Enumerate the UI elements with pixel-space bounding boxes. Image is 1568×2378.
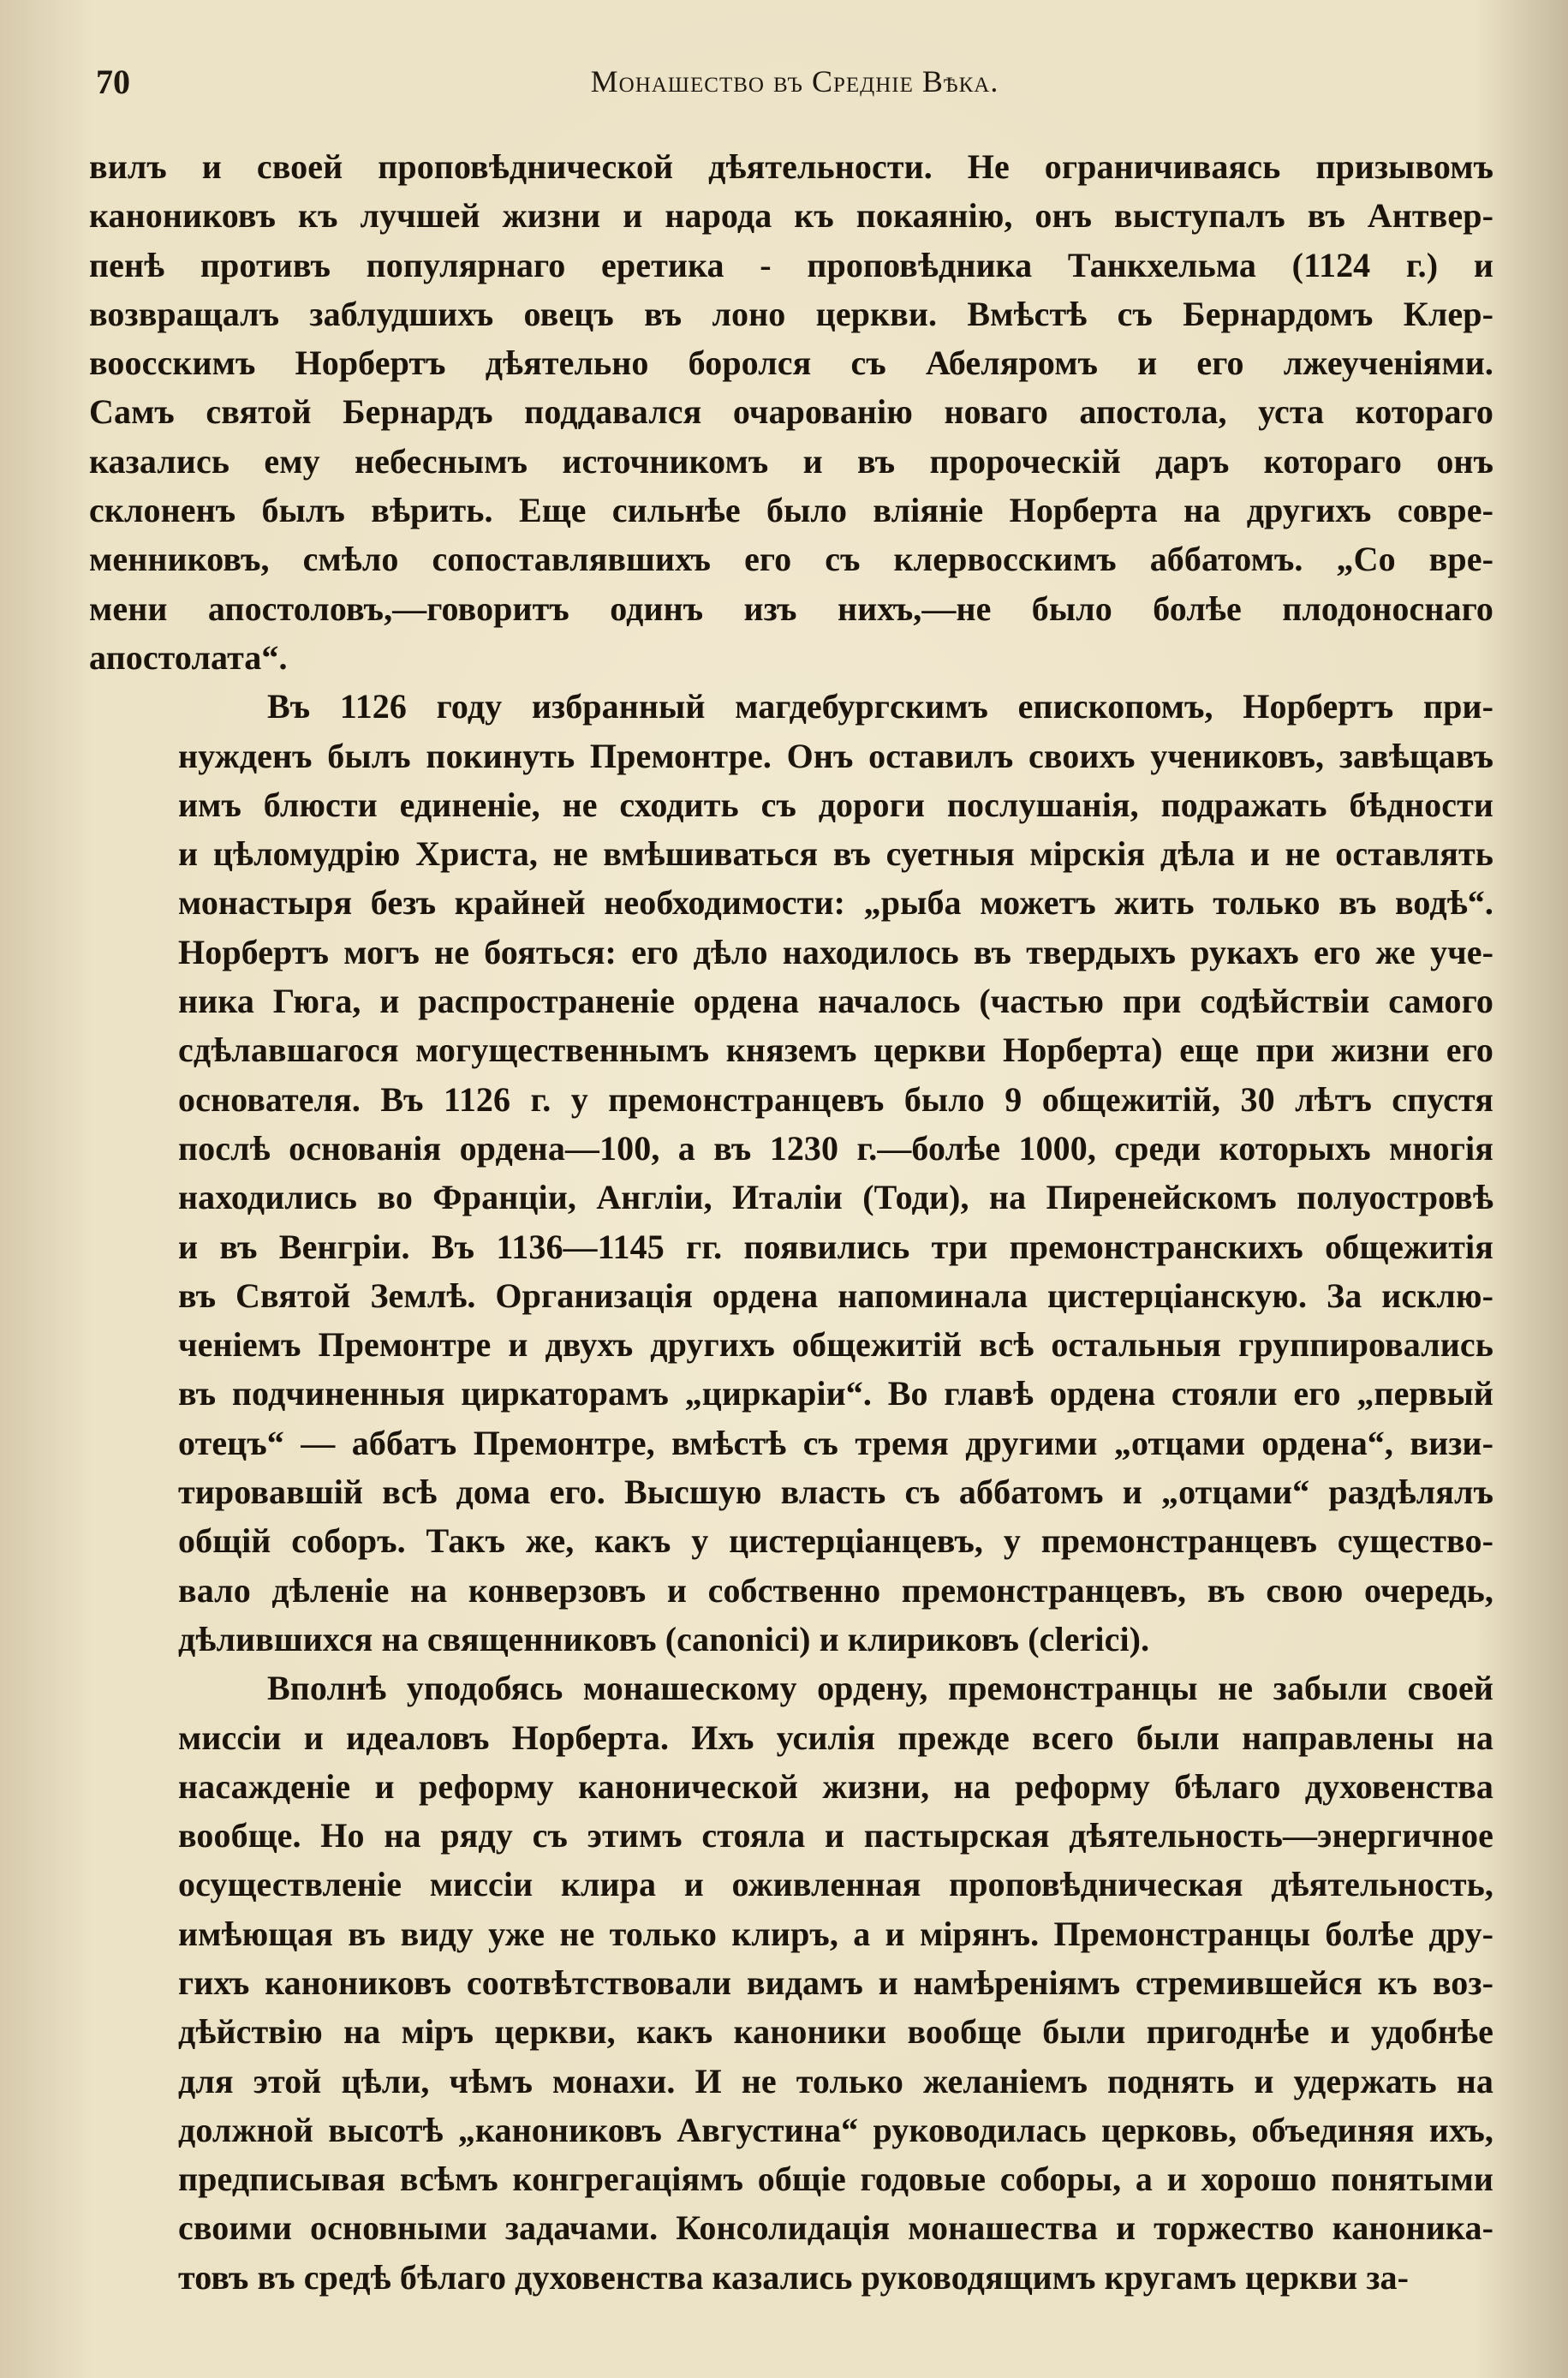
text-line: склоненъ былъ вѣрить. Еще сильнѣе было вліяніе Норберта на другихъ совре- bbox=[89, 491, 1493, 530]
text-line: имъ блюсти единеніе, не сходить съ дороги послушанія, подражать бѣдности bbox=[178, 785, 1493, 824]
text-line: отецъ“ — аббатъ Премонтре, вмѣстѣ съ тремя другими „отцами ордена“, визи- bbox=[178, 1423, 1493, 1462]
text-line: ника Гюга, и распространеніе ордена началось (частью при содѣйствіи самого bbox=[178, 982, 1493, 1021]
text-line: въ Святой Землѣ. Организація ордена напоминала цистерціанскую. За исклю- bbox=[178, 1276, 1493, 1315]
text-line: вообще. Но на ряду съ этимъ стояла и пастырская дѣятельность—энергичное bbox=[178, 1816, 1493, 1855]
text-line: апостолата“. bbox=[89, 637, 288, 677]
paragraph bbox=[89, 682, 1493, 1664]
text-line: дѣйствію на міръ церкви, какъ каноники вообще были пригоднѣе и удобнѣе bbox=[178, 2012, 1493, 2052]
text-line: мени апостоловъ,—говоритъ одинъ изъ нихъ,—не было болѣе плодоноснаго bbox=[89, 589, 1493, 628]
text-line: пенѣ противъ популярнаго еретика - проповѣдника Танкхельма (1124 г.) и bbox=[89, 245, 1493, 284]
text-line: сдѣлавшагося могущественнымъ княземъ церкви Норберта) еще при жизни его bbox=[178, 1031, 1493, 1070]
text-line: осуществленіе миссіи клира и оживленная проповѣдническая дѣятельность, bbox=[178, 1865, 1493, 1904]
text-line: тировавшій всѣ дома его. Высшую власть съ аббатомъ и „отцами“ раздѣлялъ bbox=[178, 1473, 1493, 1512]
text-line: вало дѣленіе на конверзовъ и собственно премонстранцевъ, въ свою очередь, bbox=[178, 1570, 1493, 1610]
body-text bbox=[89, 142, 1493, 2302]
text-line: канониковъ къ лучшей жизни и народа къ покаянію, онъ выступалъ въ Антвер- bbox=[89, 196, 1493, 236]
text-line: возвращалъ заблудшихъ овецъ въ лоно церкви. Вмѣстѣ съ Бернардомъ Клер- bbox=[89, 294, 1493, 333]
text-line: вилъ и своей проповѣднической дѣятельности. Не ограничиваясь призывомъ bbox=[89, 147, 1493, 186]
text-line: своими основными задачами. Консолидація монашества и торжество каноника- bbox=[178, 2208, 1493, 2248]
text-line: казались ему небеснымъ источникомъ и въ пророческій даръ котораго онъ bbox=[89, 441, 1493, 481]
text-line: гихъ канониковъ соотвѣтствовали видамъ и намѣреніямъ стремившейся къ воз- bbox=[178, 1963, 1493, 2002]
text-line: основателя. Въ 1126 г. у премонстранцевъ было 9 общежитій, 30 лѣтъ спустя bbox=[178, 1079, 1493, 1119]
text-line: Норбертъ могъ не бояться: его дѣло находилось въ твердыхъ рукахъ его же уче- bbox=[178, 932, 1493, 971]
text-line: воосскимъ Норбертъ дѣятельно боролся съ Абеляромъ и его лжеученіями. bbox=[89, 344, 1493, 383]
text-line: общій соборъ. Такъ же, какъ у цистерціанцевъ, у премонстранцевъ существо- bbox=[178, 1521, 1493, 1561]
text-line: предписывая всѣмъ конгрегаціямъ общіе годовые соборы, а и хорошо понятыми bbox=[178, 2160, 1493, 2199]
text-line: для этой цѣли, чѣмъ монахи. И не только желаніемъ поднять и удержать на bbox=[178, 2061, 1493, 2100]
text-line: и цѣломудрію Христа, не вмѣшиваться въ суетныя мірскія дѣла и не оставлять bbox=[178, 834, 1493, 874]
running-title: Монашество въ Средніе Вѣка. bbox=[590, 64, 999, 99]
text-line: и въ Венгріи. Въ 1136—1145 гг. появились три премонстранскихъ общежитія bbox=[178, 1227, 1493, 1266]
paragraph bbox=[89, 142, 1493, 682]
text-line: насажденіе и реформу канонической жизни, на реформу бѣлаго духовенства bbox=[178, 1766, 1493, 1806]
text-line: Самъ святой Бернардъ поддавался очарованію новаго апостола, уста котораго bbox=[89, 392, 1493, 432]
page-header bbox=[96, 62, 1493, 113]
text-line: Вполнѣ уподобясь монашескому ордену, премонстранцы не забыли своей bbox=[267, 1669, 1493, 1708]
text-line: менниковъ, смѣло сопоставлявшихъ его съ клервосскимъ аббатомъ. „Со вре- bbox=[89, 540, 1493, 579]
text-line: дѣлившихся на священниковъ (canonici) и клириковъ (clerici). bbox=[178, 1619, 1150, 1658]
text-line: нужденъ былъ покинуть Премонтре. Онъ оставилъ своихъ учениковъ, завѣщавъ bbox=[178, 736, 1493, 775]
text-line: ченіемъ Премонтре и двухъ другихъ общежитій всѣ остальныя группировались bbox=[178, 1325, 1493, 1365]
text-line: миссіи и идеаловъ Норберта. Ихъ усилія прежде всего были направлены на bbox=[178, 1718, 1493, 1757]
text-line: въ подчиненныя циркаторамъ „циркаріи“. Во главѣ ордена стояли его „первый bbox=[178, 1374, 1493, 1413]
page-number: 70 bbox=[96, 63, 130, 101]
text-line: имѣющая въ виду уже не только клиръ, а и мірянъ. Премонстранцы болѣе дру- bbox=[178, 1914, 1493, 1953]
text-line: монастыря безъ крайней необходимости: „рыба можетъ жить только въ водѣ“. bbox=[178, 883, 1493, 923]
text-line: находились во Франціи, Англіи, Италіи (Тоди), на Пиренейскомъ полуостровѣ bbox=[178, 1178, 1493, 1217]
text-line: товъ въ средѣ бѣлаго духовенства казались руководящимъ кругамъ церкви за- bbox=[178, 2257, 1410, 2297]
text-line: должной высотѣ „канониковъ Августина“ руководилась церковь, объединяя ихъ, bbox=[178, 2110, 1493, 2149]
text-line: послѣ основанія ордена—100, а въ 1230 г.—болѣе 1000, среди которыхъ многія bbox=[178, 1128, 1493, 1168]
paragraph bbox=[89, 1664, 1493, 2302]
text-line: Въ 1126 году избранный магдебургскимъ епископомъ, Норбертъ при- bbox=[267, 687, 1493, 726]
